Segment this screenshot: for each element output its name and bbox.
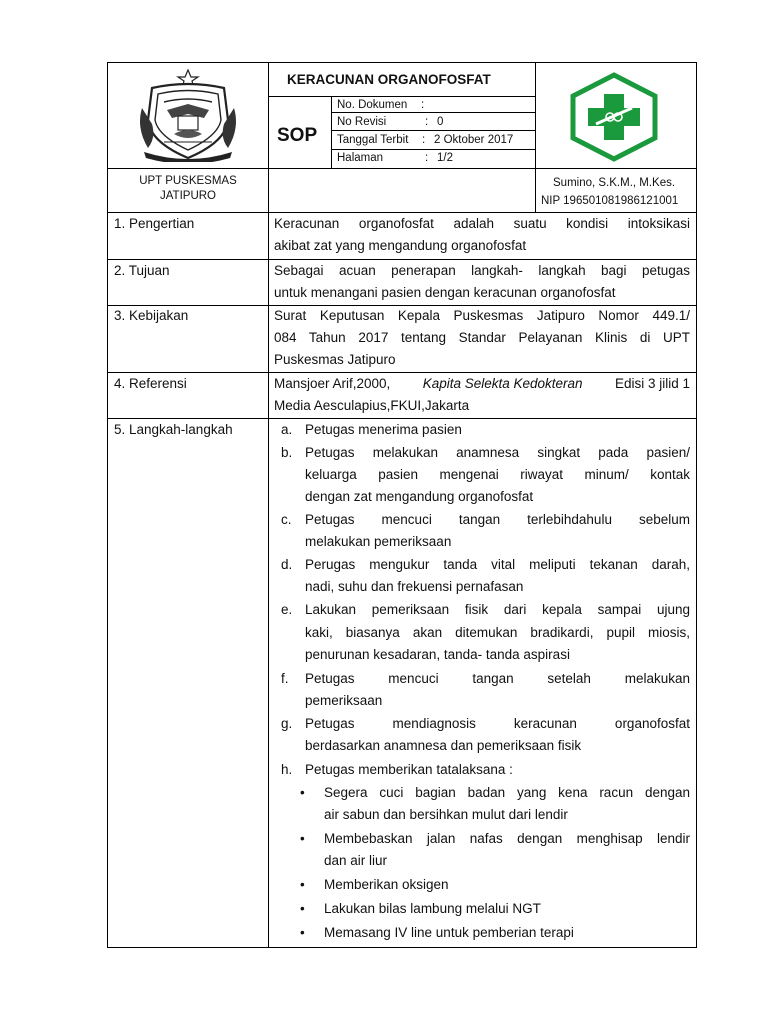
table-border-right <box>696 62 697 948</box>
puskesmas-logo-icon <box>566 72 662 162</box>
step-letter: c. <box>281 512 292 527</box>
step-line: Petugas menerima pasien <box>305 422 462 437</box>
bullet-icon: • <box>300 831 305 846</box>
row-divider-2 <box>107 259 697 260</box>
kebijakan-line: Surat Keputusan Kepala Puskesmas Jatipuro Nomor 449.1/ <box>274 308 690 323</box>
word: organofosfat <box>358 216 434 231</box>
step-letter: h. <box>281 762 293 777</box>
bullet-line: Segera cuci bagian badan yang kena racun dengan <box>324 785 690 800</box>
step-line: keluarga pasien mengenai riwayat minum/ kontak <box>305 467 690 482</box>
table-border-top <box>107 62 697 63</box>
row-divider-4 <box>107 372 697 373</box>
table-border-bottom <box>107 947 697 948</box>
bullet-icon: • <box>300 901 305 916</box>
document-title: KERACUNAN ORGANOFOSFAT <box>287 72 491 87</box>
meta-value: 2 Oktober 2017 <box>434 134 514 146</box>
step-letter: e. <box>281 602 293 617</box>
signer-nip: NIP 196501081986121001 <box>541 195 679 207</box>
step-line: Petugas memberikan tatalaksana : <box>305 762 513 777</box>
meta-label: Tanggal Terbit <box>337 134 409 146</box>
row-divider-3 <box>107 305 697 306</box>
meta-divider-2 <box>331 130 536 131</box>
meta-label: Halaman <box>337 152 384 164</box>
bullet-icon: • <box>300 877 305 892</box>
step-letter: b. <box>281 445 293 460</box>
referensi-edition: Edisi 3 jilid 1 <box>614 376 690 391</box>
step-line: Perugas mengukur tanda vital meliputi tekanan darah, <box>305 557 690 572</box>
organization-name-line2: JATIPURO <box>159 190 216 202</box>
word: Keracunan <box>274 216 340 231</box>
meta-sep: : <box>425 116 429 128</box>
section-label-kebijakan: 3. Kebijakan <box>114 308 189 323</box>
meta-label: No. Dokumen <box>337 99 408 111</box>
bullet-line: dan air liur <box>324 853 388 868</box>
regency-emblem-icon <box>134 68 242 162</box>
meta-sep: : <box>422 134 426 146</box>
pengertian-line <box>274 216 690 232</box>
step-line: penurunan kesadaran, tanda- tanda aspirasi <box>305 647 570 662</box>
step-letter: f. <box>281 671 289 686</box>
pengertian-line: akibat zat yang mengandung organofosfat <box>274 238 527 253</box>
step-letter: d. <box>281 557 293 572</box>
signer-name: Sumino, S.K.M., M.Kes. <box>553 177 676 189</box>
step-line: pemeriksaan <box>305 693 383 708</box>
step-line: Petugas mencuci tangan setelah melakukan <box>305 671 690 686</box>
sop-divider <box>331 96 332 168</box>
referensi-line: Media Aesculapius,FKUI,Jakarta <box>274 398 470 413</box>
word: intoksikasi <box>627 216 690 231</box>
step-line: nadi, suhu dan frekuensi pernafasan <box>305 579 524 594</box>
word: adalah <box>453 216 495 231</box>
step-line: berdasarkan anamnesa dan pemeriksaan fisik <box>305 738 582 753</box>
tujuan-line: Sebagai acuan penerapan langkah- langkah bagi petugas <box>274 263 690 278</box>
step-letter: g. <box>281 716 293 731</box>
header-divider <box>107 168 697 169</box>
step-line: Lakukan pemeriksaan fisik dari kepala sampai ujung <box>305 602 690 617</box>
meta-sep: : <box>425 152 429 164</box>
organization-name-line1: UPT PUSKESMAS <box>139 175 237 187</box>
section-label-tujuan: 2. Tujuan <box>114 263 170 278</box>
step-line: Petugas mencuci tangan terlebihdahulu sebelum <box>305 512 690 527</box>
sop-label: SOP <box>277 125 318 146</box>
step-letter: a. <box>281 422 293 437</box>
referensi-line <box>274 376 690 392</box>
meta-label: No Revisi <box>337 116 387 128</box>
bullet-line: Lakukan bilas lambung melalui NGT <box>324 901 541 916</box>
bullet-line: Memasang IV line untuk pemberian terapi <box>324 925 574 940</box>
meta-value: 0 <box>437 116 444 128</box>
step-line: kaki, biasanya akan ditemukan bradikardi, pupil miosis, <box>305 625 690 640</box>
step-line: dengan zat mengandung organofosfat <box>305 489 534 504</box>
tujuan-line: untuk menangani pasien dengan keracunan organofosfat <box>274 285 616 300</box>
word: suatu <box>513 216 547 231</box>
bullet-icon: • <box>300 925 305 940</box>
bullet-line: air sabun dan bersihkan mulut dari lendir <box>324 807 568 822</box>
section-label-referensi: 4. Referensi <box>114 376 187 391</box>
step-line: Petugas melakukan anamnesa singkat pada pasien/ <box>305 445 690 460</box>
header-right-divider <box>535 62 536 212</box>
section-label-langkah: 5. Langkah-langkah <box>114 422 233 437</box>
kebijakan-line: 084 Tahun 2017 tentang Standar Pelayanan Klinis di UPT <box>274 330 690 345</box>
meta-sep: : <box>421 99 425 111</box>
referensi-book-title: Kapita Selekta Kedokteran <box>422 376 583 391</box>
section-label-pengertian: 1. Pengertian <box>114 216 195 231</box>
referensi-author: Mansjoer Arif,2000, <box>274 376 391 391</box>
bullet-line: Memberikan oksigen <box>324 877 449 892</box>
kebijakan-line: Puskesmas Jatipuro <box>274 352 396 367</box>
step-line: melakukan pemeriksaan <box>305 534 452 549</box>
row-divider-1 <box>107 212 697 213</box>
word: kondisi <box>566 216 609 231</box>
bullet-icon: • <box>300 785 305 800</box>
bullet-line: Membebaskan jalan nafas dengan menghisap lendir <box>324 831 690 846</box>
column-divider <box>268 62 269 948</box>
meta-value: 1/2 <box>437 152 453 164</box>
row-divider-5 <box>107 418 697 419</box>
step-line: Petugas mendiagnosis keracunan organofosfat <box>305 716 690 731</box>
